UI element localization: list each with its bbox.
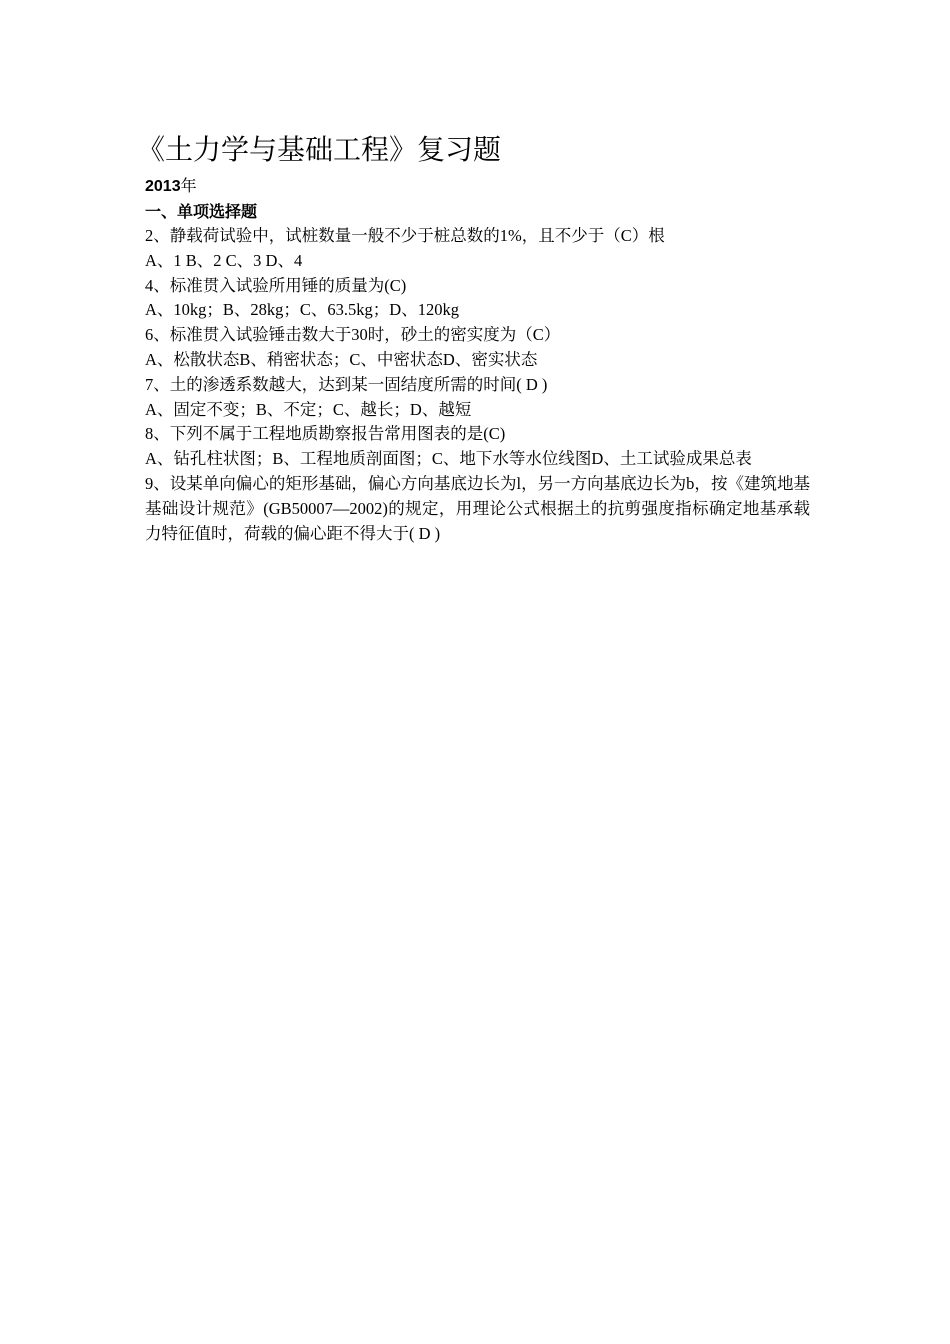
question-options: A、1 B、2 C、3 D、4 — [145, 250, 303, 270]
question-block — [145, 323, 810, 373]
question-block — [145, 373, 810, 423]
document-title: 《土力学与基础工程》复习题 — [137, 133, 502, 166]
question-options: A、钻孔柱状图；B、工程地质剖面图；C、地下水等水位线图D、土工试验成果总表 — [145, 449, 752, 469]
year-number: 2013 — [145, 178, 181, 195]
year-line — [145, 174, 810, 199]
question-9-text: 9、设某单向偏心的矩形基础，偏心方向基底边长为l，另一方向基底边长为b，按《建筑地基基础设计规范》(GB50007—2002)的规定，用理论公式根据土的抗剪强度指标确定地基承载力特征值时，荷载的偏心距不得大于( D ) — [145, 473, 810, 543]
question-block — [145, 274, 810, 324]
year-unit: 年 — [180, 178, 197, 195]
question-block — [145, 422, 810, 472]
section-heading: 一、单项选择题 — [145, 202, 258, 221]
document-content — [137, 130, 810, 546]
question-text: 7、土的渗透系数越大，达到某一固结度所需的时间( D ) — [145, 374, 548, 394]
question-options: A、固定不变；B、不定；C、越长；D、越短 — [145, 399, 472, 419]
question-text: 2、静载荷试验中，试桩数量一般不少于桩总数的1%，且不少于（C）根 — [145, 226, 665, 245]
question-text: 4、标准贯入试验所用锤的质量为(C) — [145, 275, 407, 295]
question-options: A、10kg；B、28kg；C、63.5kg；D、120kg — [145, 300, 459, 320]
question-options: A、松散状态B、稍密状态；C、中密状态D、密实状态 — [145, 349, 538, 369]
question-text: 6、标准贯入试验锤击数大于30时，砂土的密实度为（C） — [145, 325, 561, 345]
question-text: 8、下列不属于工程地质勘察报告常用图表的是(C) — [145, 424, 506, 444]
question-block — [145, 224, 810, 274]
